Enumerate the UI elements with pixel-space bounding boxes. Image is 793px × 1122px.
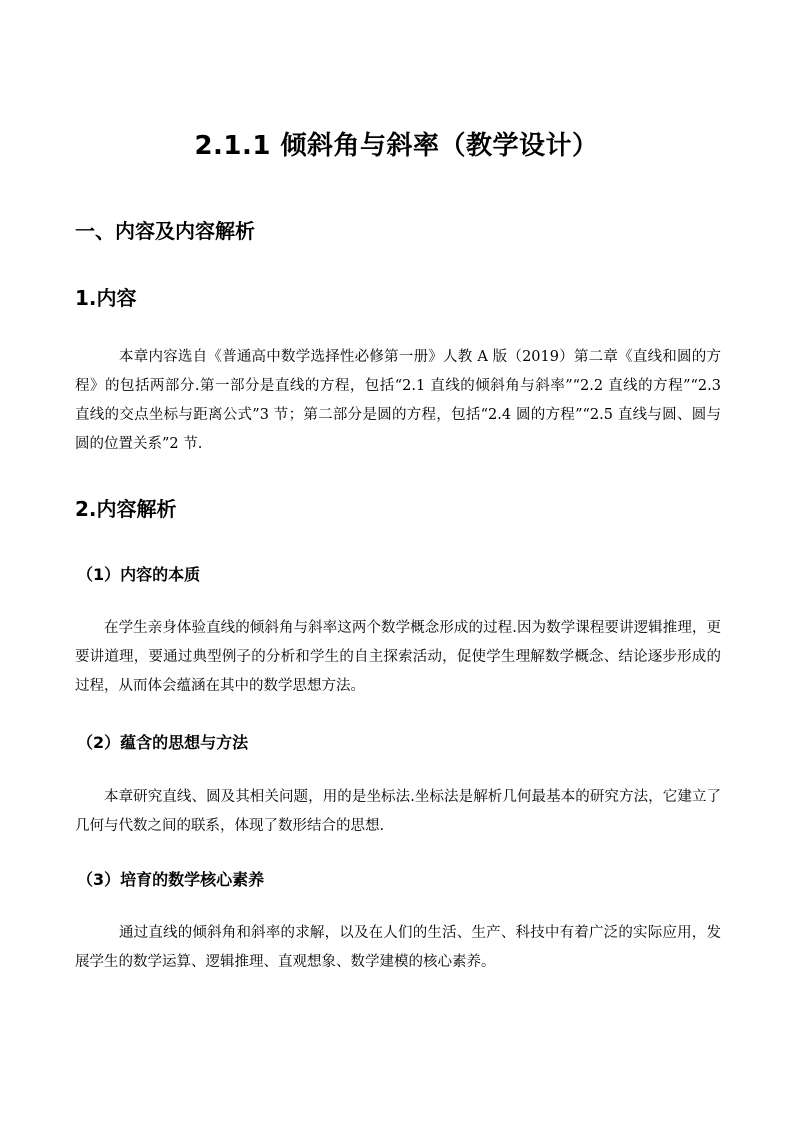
- document-title: 2.1.1 倾斜角与斜率（教学设计）: [194, 131, 599, 161]
- subsection-heading-analysis: 2.内容解析: [75, 497, 177, 521]
- content-essence-paragraph: 在学生亲身体验直线的倾斜角与斜率这两个数学概念形成的过程.因为数学课程要讲逻辑推理，更要讲道理，要通过典型例子的分析和学生的自主探索活动，促使学生理解数学概念、结论逐步形成的过程，从而体会蕴涵在其中的数学思想方法。: [75, 620, 721, 694]
- thinking-methods-paragraph: 本章研究直线、圆及其相关问题，用的是坐标法.坐标法是解析几何最基本的研究方法，它建立了几何与代数之间的联系，体现了数形结合的思想.: [75, 789, 721, 834]
- heading-core-literacy: （3）培育的数学核心素养: [77, 870, 265, 889]
- heading-thinking-methods: （2）蕴含的思想与方法: [77, 733, 249, 752]
- content-paragraph: 本章内容选自《普通高中数学选择性必修第一册》人教 A 版（2019）第二章《直线和圆的方程》的包括两部分.第一部分是直线的方程，包括“2.1 直线的倾斜角与斜率”“2.2 直线的方程”“2.3 直线的交点坐标与距离公式”3 节；第二部分是圆的方程，包括“2.4 圆的方程”“2.5 直线与圆、圆与圆的位置关系”2 节.: [75, 349, 721, 452]
- section-heading-content-analysis: 一、内容及内容解析: [75, 219, 255, 243]
- core-literacy-paragraph: 通过直线的倾斜角和斜率的求解，以及在人们的生活、生产、科技中有着广泛的实际应用，发展学生的数学运算、逻辑推理、直观想象、数学建模的核心素养。: [75, 925, 721, 970]
- subsection-heading-content: 1.内容: [75, 286, 137, 310]
- heading-content-essence: （1）内容的本质: [77, 565, 201, 584]
